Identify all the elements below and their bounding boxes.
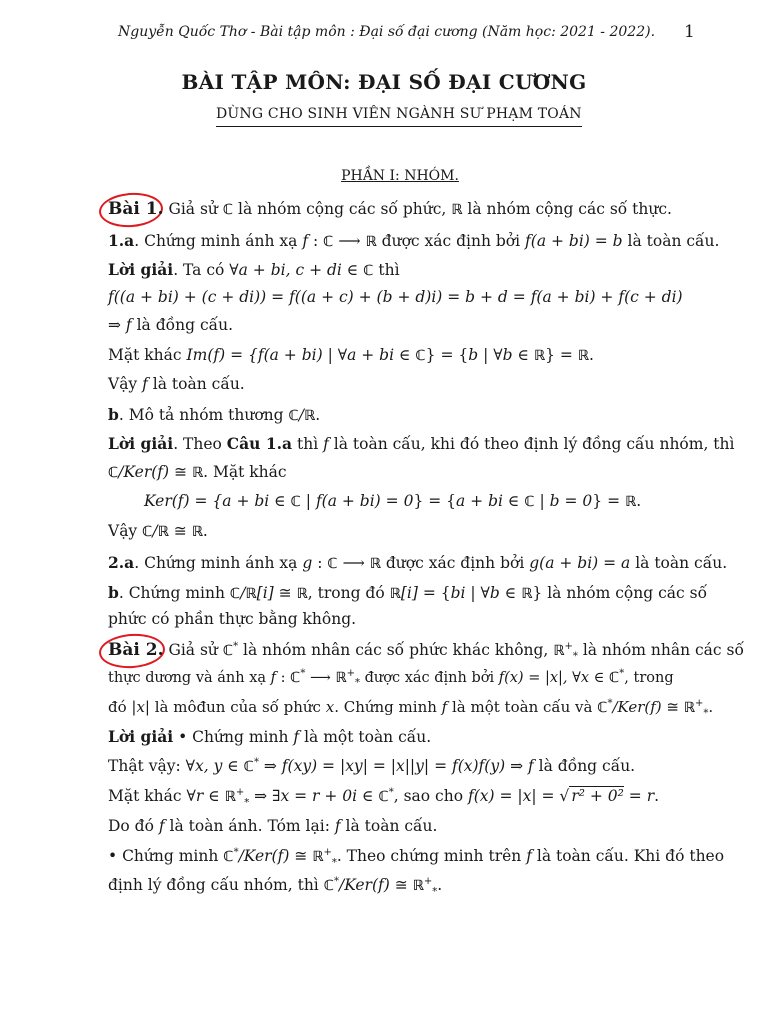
conclusion-epimorphism: Vậy f là toàn cấu. — [108, 375, 245, 393]
document-title: BÀI TẬP MÔN: ĐẠI SỐ ĐẠI CƯƠNG — [181, 70, 587, 94]
exercise-2-statement: Bài 2. Giả sử ℂ* là nhóm nhân các số phức khác không, ℝ+$_*$ là nhóm nhân các số — [108, 640, 744, 663]
conclusion-homomorphism: ⇒ f là đồng cấu. — [108, 316, 234, 334]
surjectivity-proof: Mặt khác ∀r ∈ ℝ+$_*$ ⇒ ∃x = r + 0i ∈ ℂ*, sao cho f(x) = |x| = √ r² + 0² = r. — [108, 787, 660, 809]
solution-1b-intro: Lời giải. Theo Câu 1.a thì f là toàn cấu, khi đó theo định lý đồng cấu nhóm, thì — [108, 434, 735, 453]
exercise-2-statement-line-2: thực dương và ánh xạ f : ℂ* ⟶ ℝ+$_*$ được xác định bởi f(x) = |x|, ∀x ∈ ℂ*, trong — [108, 668, 674, 689]
exercise-1-statement: Bài 1. Giả sử ℂ là nhóm cộng các số phức, ℝ là nhóm cộng các số thực. — [108, 199, 672, 219]
conclusion-quotient: Vậy ℂ/ℝ ≅ ℝ. — [108, 522, 208, 540]
question-1b: b. Mô tả nhóm thương ℂ/ℝ. — [108, 405, 321, 424]
quotient-proof-conclusion: định lý đồng cấu nhóm, thì ℂ*/Ker(f) ≅ ℝ+$_*$. — [108, 876, 443, 898]
page-number: 1 — [684, 22, 695, 42]
subtitle-underline — [216, 126, 582, 127]
image-equation: Mặt khác Im(f) = {f(a + bi) | ∀a + bi ∈ ℂ} = {b | ∀b ∈ ℝ} = ℝ. — [108, 346, 594, 364]
part-heading: PHẦN I: NHÓM. — [341, 168, 459, 184]
quotient-proof-intro: • Chứng minh ℂ*/Ker(f) ≅ ℝ+$_*$. Theo chứng minh trên f là toàn cấu. Khi đó theo — [108, 847, 725, 869]
exercise-2-statement-line-3: đó |x| là môđun của số phức x. Chứng minh f là một toàn cấu và ℂ*/Ker(f) ≅ ℝ+$_*$. — [108, 698, 714, 719]
running-header: Nguyễn Quốc Thơ - Bài tập môn : Đại số đại cương (Năm học: 2021 - 2022). — [118, 24, 656, 40]
surjectivity-conclusion: Do đó f là toàn ánh. Tóm lại: f là toàn cấu. — [108, 817, 438, 835]
question-2b-continued: phức có phần thực bằng không. — [108, 610, 357, 628]
kernel-equation: Ker(f) = {a + bi ∈ ℂ | f(a + bi) = 0} = {a + bi ∈ ℂ | b = 0} = ℝ. — [144, 492, 642, 510]
question-2a: 2.a. Chứng minh ánh xạ g : ℂ ⟶ ℝ được xác định bởi g(a + bi) = a là toàn cấu. — [108, 553, 728, 572]
quotient-isomorphism: ℂ/Ker(f) ≅ ℝ. Mặt khác — [108, 463, 287, 481]
homomorphism-proof: Thật vậy: ∀x, y ∈ ℂ* ⇒ f(xy) = |xy| = |x||y| = f(x)f(y) ⇒ f là đồng cấu. — [108, 757, 636, 776]
solution-1a-intro: Lời giải. Ta có ∀a + bi, c + di ∈ ℂ thì — [108, 260, 400, 279]
question-1a: 1.a. Chứng minh ánh xạ f : ℂ ⟶ ℝ được xác định bởi f(a + bi) = b là toàn cấu. — [108, 231, 720, 250]
solution-2-intro: Lời giải • Chứng minh f là một toàn cấu. — [108, 727, 432, 746]
document-subtitle: DÙNG CHO SINH VIÊN NGÀNH SƯ PHẠM TOÁN — [216, 106, 582, 122]
question-2b: b. Chứng minh ℂ/ℝ[i] ≅ ℝ, trong đó ℝ[i] = {bi | ∀b ∈ ℝ} là nhóm cộng các số — [108, 583, 708, 602]
equation-homomorphism: f((a + bi) + (c + di)) = f((a + c) + (b + d)i) = b + d = f(a + bi) + f(c + di) — [108, 288, 683, 306]
